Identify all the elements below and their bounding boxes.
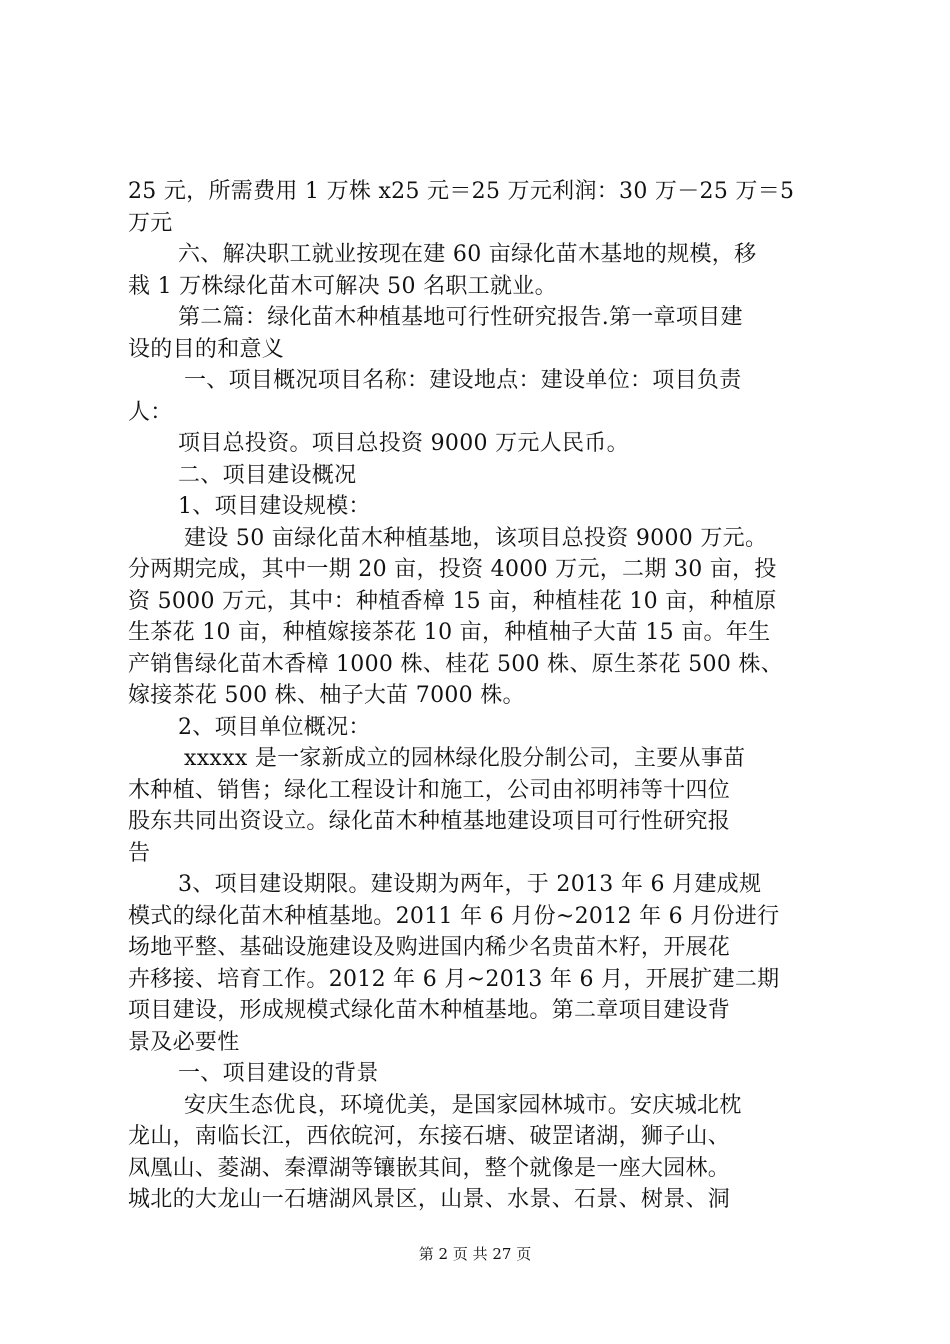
text-line: 万元 — [128, 210, 173, 236]
text-line: 凤凰山、菱湖、秦潭湖等镶嵌其间，整个就像是一座大园林。 — [128, 1155, 731, 1181]
text-line: 生茶花 10 亩，种植嫁接茶花 10 亩，种植柚子大苗 15 亩。年生 — [128, 620, 771, 645]
text-line: 栽 1 万株绿化苗木可解决 50 名职工就业。 — [128, 273, 557, 299]
text-line: 项目建设，形成规模式绿化苗木种植基地。第二章项目建设背 — [128, 998, 731, 1023]
text-line: 第二篇：绿化苗木种植基地可行性研究报告.第一章项目建 — [178, 305, 743, 330]
text-line: 场地平整、基础设施建设及购进国内稀少名贵苗木籽，开展花 — [128, 935, 731, 960]
text-line: 1、项目建设规模： — [178, 494, 371, 519]
text-line: 资 5000 万元，其中：种植香樟 15 亩，种植桂花 10 亩，种植原 — [128, 588, 777, 614]
text-line: 卉移接、培育工作。2012 年 6 月~2013 年 6 月，开展扩建二期 — [128, 966, 780, 992]
text-line: 龙山，南临长江，西依皖河，东接石塘、破罡诸湖，狮子山、 — [128, 1124, 731, 1149]
text-line: 设的目的和意义 — [128, 336, 285, 362]
text-line: 一、项目概况项目名称：建设地点：建设单位：项目负责 — [184, 368, 742, 393]
text-line: 产销售绿化苗木香樟 1000 株、桂花 500 株、原生茶花 500 株、 — [128, 651, 784, 677]
text-line: 项目总投资。项目总投资 9000 万元人民币。 — [178, 431, 629, 456]
page-footer: 第 2 页 共 27 页 — [418, 1245, 532, 1263]
text-line: 安庆生态优良，环境优美，是国家园林城市。安庆城北枕 — [184, 1092, 742, 1118]
text-line: 二、项目建设概况 — [178, 462, 357, 488]
text-line: 3、项目建设期限。建设期为两年，于 2013 年 6 月建成规 — [178, 872, 762, 897]
text-line: 建设 50 亩绿化苗木种植基地，该项目总投资 9000 万元。 — [184, 525, 768, 551]
text-line: 景及必要性 — [128, 1029, 240, 1055]
text-line: 2、项目单位概况： — [178, 714, 371, 740]
text-line: 分两期完成，其中一期 20 亩，投资 4000 万元，二期 30 亩，投 — [128, 557, 777, 582]
text-line: 告 — [128, 840, 151, 866]
text-line: 嫁接茶花 500 株、柚子大苗 7000 株。 — [128, 683, 525, 708]
text-line: 25 元，所需费用 1 万株 x25 元＝25 万元利润：30 万－25 万＝5 — [128, 179, 795, 204]
document-body — [128, 176, 828, 1216]
text-line: 人： — [128, 399, 173, 425]
text-line: 模式的绿化苗木种植基地。2011 年 6 月份~2012 年 6 月份进行 — [128, 903, 780, 929]
text-line: 木种植、销售；绿化工程设计和施工，公司由祁明祎等十四位 — [128, 777, 731, 803]
text-line: xxxxx 是一家新成立的园林绿化股分制公司，主要从事苗 — [184, 746, 746, 771]
text-line: 六、解决职工就业按现在建 60 亩绿化苗木基地的规模，移 — [178, 242, 757, 267]
text-line: 股东共同出资设立。绿化苗木种植基地建设项目可行性研究报 — [128, 809, 731, 834]
text-line: 一、项目建设的背景 — [178, 1061, 379, 1086]
text-line: 城北的大龙山一石塘湖风景区，山景、水景、石景、树景、洞 — [128, 1187, 731, 1212]
